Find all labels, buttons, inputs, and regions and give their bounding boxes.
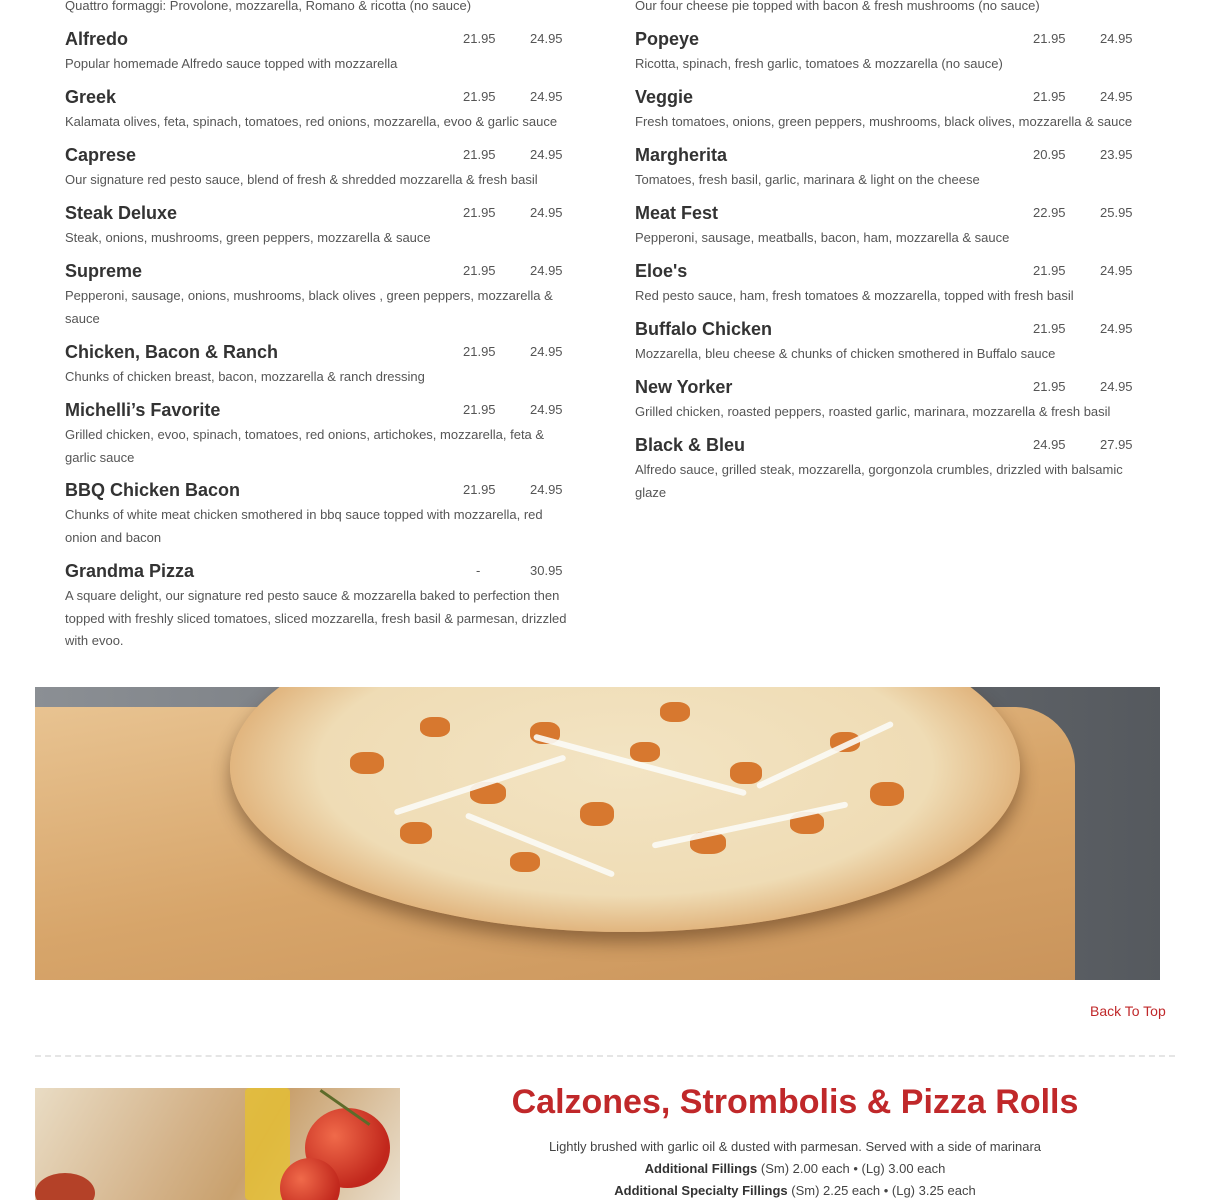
section-divider: [35, 1055, 1175, 1057]
price-small: 21.95: [463, 344, 496, 359]
fillings-label: Additional Fillings: [644, 1161, 758, 1176]
price-large: 24.95: [1100, 321, 1133, 336]
item-name: Alfredo: [65, 29, 128, 49]
menu-item: [635, 144, 1155, 192]
section-info: [400, 1136, 1190, 1202]
price-small: 21.95: [463, 89, 496, 104]
item-description: Kalamata olives, feta, spinach, tomatoes, red onions, mozzarella, evoo & garlic sauce: [65, 114, 558, 129]
price-small: 21.95: [1033, 31, 1066, 46]
price-small: 21.95: [1033, 379, 1066, 394]
menu-item: [65, 341, 585, 389]
price-small: 21.95: [463, 147, 496, 162]
menu-item: [635, 376, 1155, 424]
item-name: Steak Deluxe: [65, 203, 178, 223]
price-large: 24.95: [530, 89, 563, 104]
price-large: 24.95: [1100, 31, 1133, 46]
item-name: Caprese: [65, 145, 137, 165]
menu-item: [65, 560, 585, 653]
item-name: Margherita: [635, 145, 728, 165]
price-large: 24.95: [530, 402, 563, 417]
price-small: 21.95: [1033, 89, 1066, 104]
item-description: Fresh tomatoes, onions, green peppers, mushrooms, black olives, mozzarella & sauce: [635, 114, 1133, 129]
price-small: 24.95: [1033, 437, 1066, 452]
specialty-fillings-label: Additional Specialty Fillings: [614, 1183, 788, 1198]
item-name: Michelli’s Favorite: [65, 400, 221, 420]
menu-item: [635, 260, 1155, 308]
menu-item: [65, 399, 585, 469]
price-small: -: [476, 563, 481, 578]
price-small: 20.95: [1033, 147, 1066, 162]
item-name: Popeye: [635, 29, 700, 49]
price-large: 24.95: [1100, 379, 1133, 394]
item-description: Quattro formaggi: Provolone, mozzarella, Romano & ricotta (no sauce): [65, 0, 472, 13]
item-name: Chicken, Bacon & Ranch: [65, 342, 279, 362]
item-description: Tomatoes, fresh basil, garlic, marinara & light on the cheese: [635, 172, 980, 187]
calzone-image: [35, 1088, 400, 1200]
price-large: 24.95: [530, 31, 563, 46]
item-description: Grilled chicken, roasted peppers, roasted garlic, marinara, mozzarella & fresh basil: [635, 404, 1111, 419]
item-description: Chunks of chicken breast, bacon, mozzarella & ranch dressing: [65, 369, 425, 384]
price-large: 24.95: [530, 344, 563, 359]
price-small: 21.95: [463, 402, 496, 417]
price-large: 24.95: [530, 263, 563, 278]
item-name: Greek: [65, 87, 117, 107]
item-name: New Yorker: [635, 377, 733, 397]
menu-item: [65, 144, 585, 192]
price-small: 22.95: [1033, 205, 1066, 220]
item-name: BBQ Chicken Bacon: [65, 480, 241, 500]
menu-item: [635, 86, 1155, 134]
price-small: 21.95: [463, 205, 496, 220]
menu-item: [65, 479, 585, 549]
item-name: Meat Fest: [635, 203, 719, 223]
item-description: Mozzarella, bleu cheese & chunks of chicken smothered in Buffalo sauce: [635, 346, 1056, 361]
menu-item: [65, 260, 585, 330]
price-large: 24.95: [1100, 263, 1133, 278]
menu-item: [635, 318, 1155, 366]
back-to-top-link[interactable]: Back To Top: [1090, 1003, 1166, 1019]
item-description: Red pesto sauce, ham, fresh tomatoes & mozzarella, topped with fresh basil: [635, 288, 1074, 303]
item-description: Steak, onions, mushrooms, green peppers, mozzarella & sauce: [65, 230, 431, 245]
price-large: 24.95: [530, 147, 563, 162]
menu-item: [65, 86, 585, 134]
menu-item: [635, 434, 1155, 504]
item-name: Buffalo Chicken: [635, 319, 773, 339]
specialty-fillings-price: (Sm) 2.25 each • (Lg) 3.25 each: [787, 1183, 976, 1198]
price-small: 21.95: [463, 263, 496, 278]
item-description: Pepperoni, sausage, onions, mushrooms, black olives , green peppers, mozzarella & sauce: [65, 288, 553, 326]
item-description: Pepperoni, sausage, meatballs, bacon, ham, mozzarella & sauce: [635, 230, 1010, 245]
marinara-dip: [35, 1173, 95, 1200]
menu-item: [65, 202, 585, 250]
item-description: Alfredo sauce, grilled steak, mozzarella, gorgonzola crumbles, drizzled with balsamic glaze: [635, 462, 1123, 500]
menu-item: [65, 28, 585, 76]
price-large: 24.95: [530, 482, 563, 497]
menu-item: [635, 202, 1155, 250]
item-name: Black & Bleu: [635, 435, 746, 455]
section-title: Calzones, Strombolis & Pizza Rolls: [511, 1083, 1079, 1121]
price-large: 23.95: [1100, 147, 1133, 162]
specialty-fillings-line: [400, 1180, 1190, 1202]
pizza-banner-image: [35, 687, 1160, 980]
item-description: Our four cheese pie topped with bacon & fresh mushrooms (no sauce): [635, 0, 1040, 13]
item-description: A square delight, our signature red pesto sauce & mozzarella baked to perfection then topped with freshly sliced tomatoes, sliced mozzarella, fresh basil & parmesan, drizzled with evoo.: [65, 588, 567, 648]
price-small: 21.95: [1033, 263, 1066, 278]
price-small: 21.95: [463, 31, 496, 46]
price-large: 24.95: [530, 205, 563, 220]
item-name: Veggie: [635, 87, 694, 107]
item-description: Grilled chicken, evoo, spinach, tomatoes, red onions, artichokes, mozzarella, feta & garlic sauce: [65, 427, 545, 465]
fillings-price: (Sm) 2.00 each • (Lg) 3.00 each: [757, 1161, 946, 1176]
item-description: Ricotta, spinach, fresh garlic, tomatoes & mozzarella (no sauce): [635, 56, 1003, 71]
price-large: 30.95: [530, 563, 563, 578]
menu-item: [635, 28, 1155, 76]
item-description: Popular homemade Alfredo sauce topped with mozzarella: [65, 56, 398, 71]
price-small: 21.95: [463, 482, 496, 497]
price-large: 27.95: [1100, 437, 1133, 452]
price-large: 24.95: [1100, 89, 1133, 104]
price-large: 25.95: [1100, 205, 1133, 220]
item-name: Supreme: [65, 261, 143, 281]
section-subtitle: Lightly brushed with garlic oil & dusted with parmesan. Served with a side of marinara: [548, 1139, 1042, 1154]
item-description: Chunks of white meat chicken smothered in bbq sauce topped with mozzarella, red onion and bacon: [65, 507, 543, 545]
item-name: Eloe's: [635, 261, 688, 281]
fillings-line: [400, 1158, 1190, 1180]
price-small: 21.95: [1033, 321, 1066, 336]
item-name: Grandma Pizza: [65, 561, 195, 581]
item-description: Our signature red pesto sauce, blend of fresh & shredded mozzarella & fresh basil: [65, 172, 538, 187]
